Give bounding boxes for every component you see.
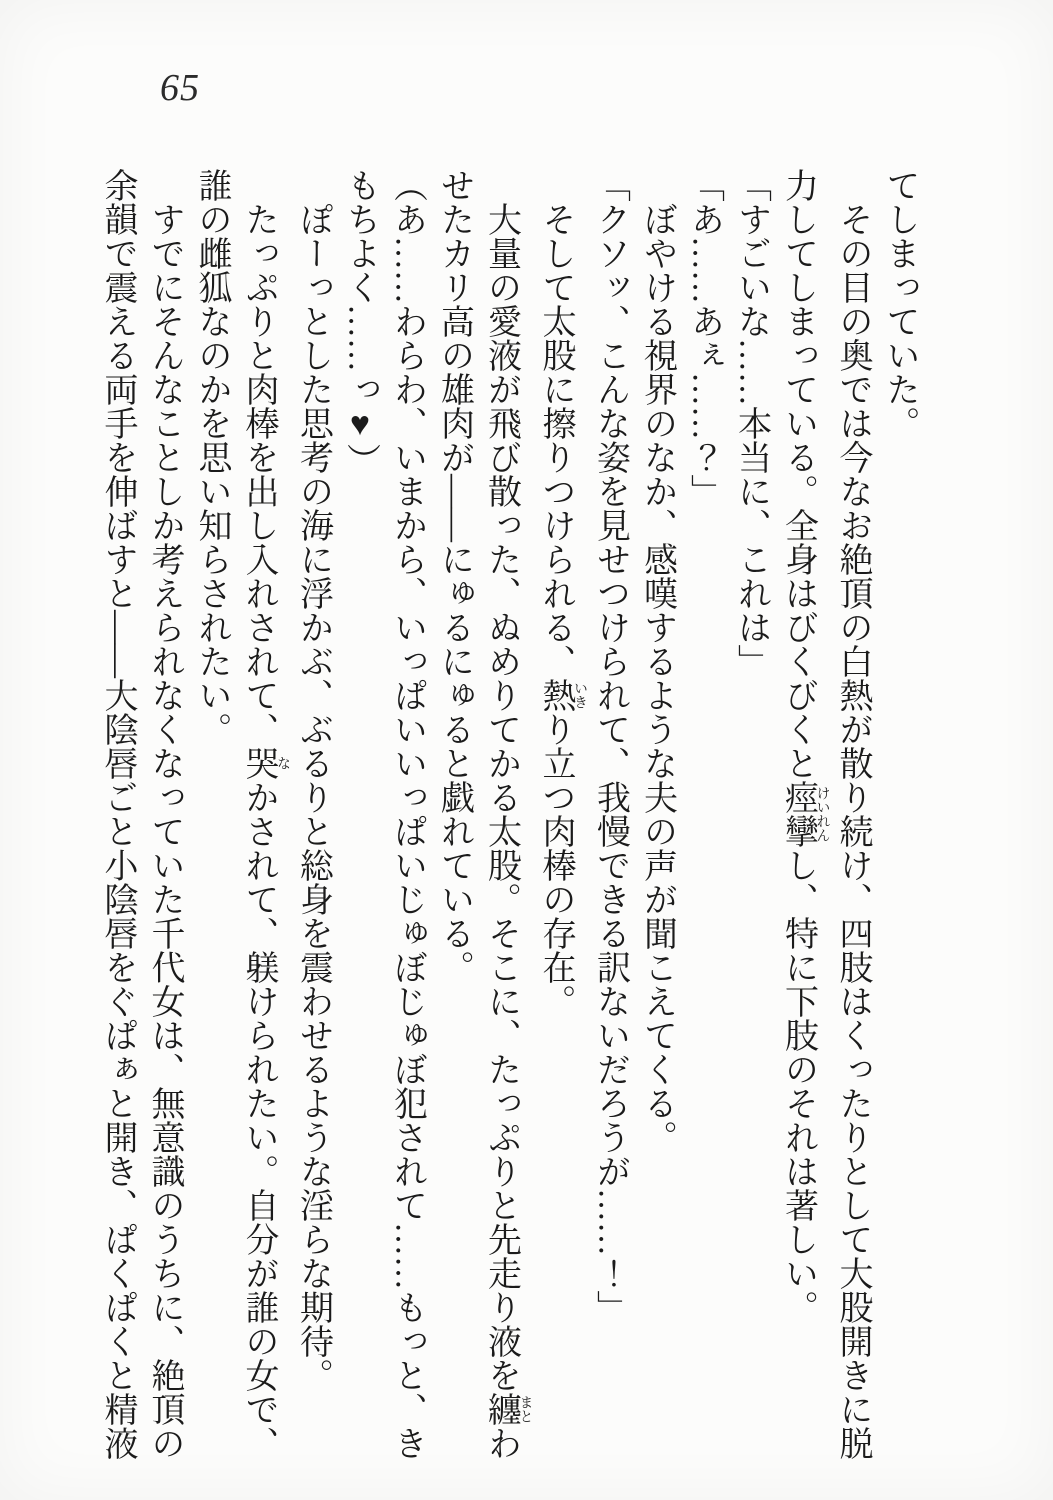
text-line: 「あ……あぇ……？」 <box>685 168 723 508</box>
text-line: （あ……わらわ、いまから、いっぱいいっぱいじゅぼじゅぼ犯されて……もっと、き <box>388 168 426 1460</box>
text-line: 「クソッ、こんな姿を見せつけられて、我慢できる訳ないだろうが……！」 <box>591 168 629 1324</box>
page-number: 65 <box>160 67 200 109</box>
text-line: もちよく……っ♥） <box>341 168 379 477</box>
text-line: 余韻で震える両手を伸ばすと――大陰唇ごと小陰唇をぐぱぁと開き、ぱくぱくと精液 <box>99 168 136 1460</box>
text-line: てしまっていた。 <box>881 168 918 440</box>
furigana-ruby: 纏まと <box>482 1392 533 1426</box>
text-line: その目の奥では今なお絶頂の白熱が散り続け、四肢はくったりとして大股開きに脱 <box>834 168 871 1460</box>
body-text <box>94 168 923 1483</box>
furigana-ruby: 哭な <box>240 746 290 780</box>
text-line: ぼやける視界のなか、感嘆するような夫の声が聞こえてくる。 <box>638 168 676 1154</box>
text-line: 誰の雌狐なのかを思い知らされたい。 <box>193 168 230 746</box>
text-line: すでにそんなことしか考えられなくなっていた千代女は、無意識のうちに、絶頂の <box>146 168 183 1460</box>
text-line: 大量の愛液が飛び散った、ぬめりてかる太股。そこに、たっぷりと先走り液を纏まとわ <box>482 168 533 1460</box>
text-line: たっぷりと肉棒を出し入れされて、哭なかされて、躾けられたい。自分が誰の女で、 <box>240 168 290 1460</box>
text-line: そして太股に擦りつけられる、熱いきり立つ肉棒の存在。 <box>537 168 587 1018</box>
furigana-ruby: 痙攣けいれん <box>779 780 830 848</box>
text-line: せたカリ高の雄肉が――にゅるにゅると戯れている。 <box>435 168 473 984</box>
text-line: ぽーっとした思考の海に浮かぶ、ぶるりと総身を震わせるような淫らな期待。 <box>294 168 332 1392</box>
furigana-ruby: 熱いき <box>537 678 587 712</box>
text-line: 力してしまっている。全身はびくびくと痙攣けいれんし、特に下肢のそれは著しい。 <box>779 168 830 1324</box>
text-line: 「すごいな……本当に、これは」 <box>732 168 770 678</box>
